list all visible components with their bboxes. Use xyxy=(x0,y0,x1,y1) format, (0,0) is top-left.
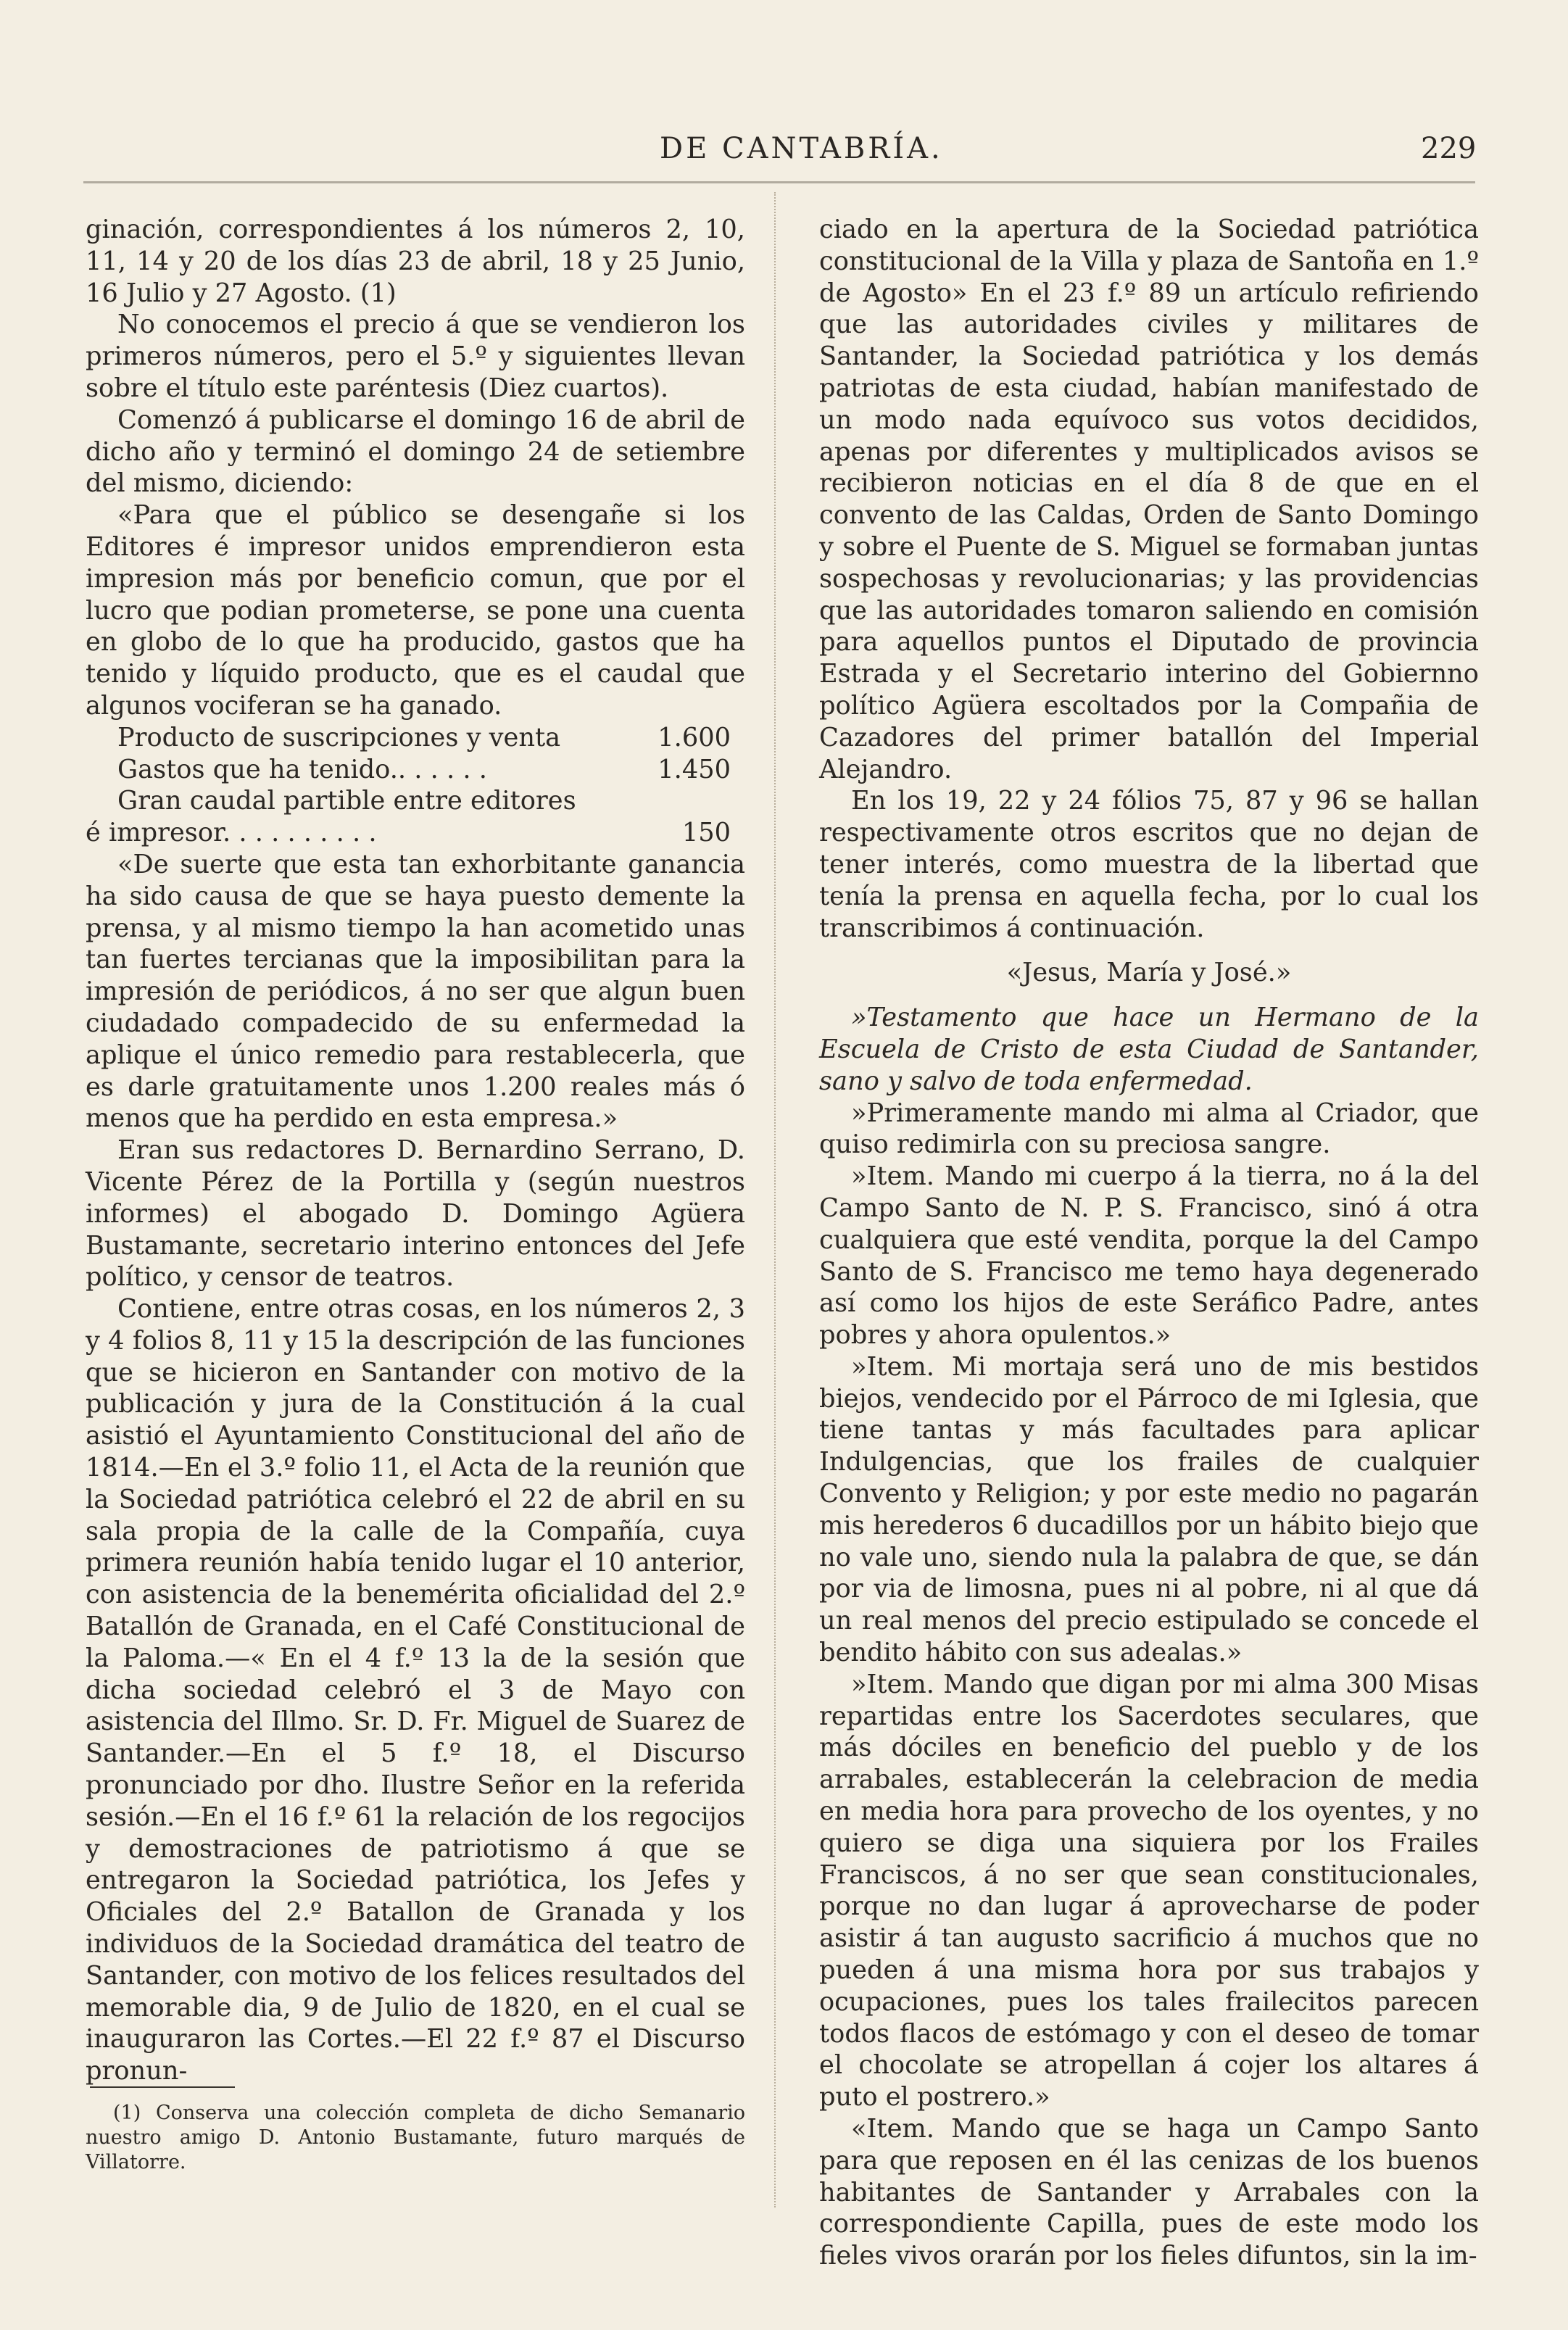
testament-title: »Testamento que hace un Hermano de la Escuela de Cristo de esta Ciudad de Santander, sano y salvo de toda enfermedad. xyxy=(819,1003,1479,1096)
account-label: Gran caudal partible entre editores xyxy=(117,786,576,816)
paragraph: «Para que el público se desengañe si los Editores é impresor unidos emprendieron esta impresion más por beneficio comun, que por el lucro que podian prometerse, se pone una cuenta en globo de lo que ha producido, gastos que ha tenido y líquido producto, que es el caudal que algunos vociferan se ha ganado. xyxy=(86,500,745,721)
paragraph: «Item. Mando que se haga un Campo Santo para que reposen en él las cenizas de los buenos habitantes de Santander y Arrabales con la correspondiente Capilla, pues de este modo los fieles vivos orarán por los fieles difuntos, sin la im- xyxy=(819,2114,1479,2271)
account-label: Producto de suscripciones y venta xyxy=(117,722,561,753)
paragraph: ciado en la apertura de la Sociedad patriótica constitucional de la Villa y plaza de Santoña en 1.º de Agosto» En el 23 f.º 89 un artículo refiriendo que las autoridades civiles y militares de Santander, la Sociedad patriótica y los demás patriotas de esta ciudad, habían manifestado de un modo nada equívoco sus votos decididos, apenas por diferentes y multiplicados avisos se recibieron noticias en el día 8 de que en el convento de las Caldas, Orden de Santo Domingo y sobre el Puente de S. Miguel se formaban juntas sospechosas y revolucionarias; y las providencias que las autoridades tomaron saliendo en comisión para aquellos puntos el Diputado de provincia Estrada y el Secretario interino del Gobiernno político Agüera escoltados por la Compañia de Cazadores del primer batallón del Imperial Alejandro. xyxy=(819,215,1479,784)
footnote-text: Conserva una colección completa de dicho Semanario nuestro amigo D. Antonio Bustamante, futuro marqués de Villatorre. xyxy=(86,2102,745,2173)
footnote-rule xyxy=(90,2086,235,2088)
footnote-number: (1) xyxy=(113,2102,141,2124)
account-row xyxy=(86,785,745,817)
account-value: 1.450 xyxy=(658,754,731,784)
paragraph: Comenzó á publicarse el domingo 16 de abril de dicho año y terminó el domingo 24 de setiembre del mismo, diciendo: xyxy=(86,405,745,499)
running-title: DE CANTABRÍA. xyxy=(660,132,943,165)
paragraph: En los 19, 22 y 24 fólios 75, 87 y 96 se hallan respectivamente otros escritos que no dejan de tener interés, como muestra de la libertad que tenía la prensa en aquella fecha, por lo cual los transcribimos á continuación. xyxy=(819,786,1479,943)
paragraph: ginación, correspondientes á los números 2, 10, 11, 14 y 20 de los días 23 de abril, 18 y 25 Junio, 16 Julio y 27 Agosto. (1) xyxy=(86,215,745,308)
account-row xyxy=(86,754,745,786)
account-label: Gastos que ha tenido.. . . . . . xyxy=(117,754,487,784)
paragraph: No conocemos el precio á que se vendieron los primeros números, pero el 5.º y siguientes llevan sobre el título este paréntesis (Diez cuartos). xyxy=(86,310,745,403)
right-column xyxy=(819,214,1479,2272)
paragraph: »Item. Mi mortaja será uno de mis bestidos biejos, vendecido por el Párroco de mi Iglesia, que tiene tantas y más facultades para aplicar Indulgencias, que los frailes de cualquier Convento y Religion; y por este medio no pagarán mis herederos 6 ducadillos por un hábito biejo que no vale uno, siendo nula la palabra de que, se dán por via de limosna, pues ni al pobre, ni al que dá un real menos del precio estipulado se concede el bendito hábito con sus adealas.» xyxy=(819,1351,1479,1668)
paragraph: »Primeramente mando mi alma al Criador, que quiso redimirla con su preciosa sangre. xyxy=(819,1098,1479,1160)
left-column xyxy=(86,214,745,2087)
paragraph: «De suerte que esta tan exhorbitante ganancia ha sido causa de que se haya puesto demente la prensa, y al mismo tiempo la han acometido unas tan fuertes tercianas que la imposibilitan para la impresión de periódicos, á no ser que algun buen ciudadado compadecido de su enfermedad la aplique el único remedio para restablecerla, que es darle gratuitamente unos 1.200 reales más ó menos que ha perdido en esta empresa.» xyxy=(86,849,745,1134)
account-table xyxy=(86,722,745,849)
account-row xyxy=(86,722,745,754)
paragraph: Eran sus redactores D. Bernardino Serrano, D. Vicente Pérez de la Portilla y (según nuestros informes) el abogado D. Domingo Agüera Bustamante, secretario interino entonces del Jefe político, y censor de teatros. xyxy=(86,1135,745,1293)
paragraph: Contiene, entre otras cosas, en los números 2, 3 y 4 folios 8, 11 y 15 la descripción de las funciones que se hicieron en Santander con motivo de la publicación y jura de la Constitución á la cual asistió el Ayuntamiento Constitucional del año de 1814.—En el 3.º folio 11, el Acta de la reunión que la Sociedad patriótica celebró el 22 de abril en su sala propia de la calle de la Compañía, cuya primera reunión había tenido lugar el 10 anterior, con asistencia de la benemérita oficialidad del 2.º Batallón de Granada, en el Café Constitucional de la Paloma.—« En el 4 f.º 13 la de la sesión que dicha sociedad celebró el 3 de Mayo con asistencia del Illmo. Sr. D. Fr. Miguel de Suarez de Santander.—En el 5 f.º 18, el Discurso pronunciado por dho. Ilustre Señor en la referida sesión.—En el 16 f.º 61 la relación de los regocijos y demostraciones de patriotismo á que se entregaron la Sociedad patriótica, los Jefes y Oficiales del 2.º Batallon de Granada y los individuos de la Sociedad dramática del teatro de Santander, con motivo de los felices resultados del memorable dia, 9 de Julio de 1820, en el cual se inauguraron las Cortes.—El 22 f.º 87 el Discurso pronun- xyxy=(86,1294,745,2086)
paragraph: »Item. Mando mi cuerpo á la tierra, no á la del Campo Santo de N. P. S. Francisco, sinó á otra cualquiera que esté vendita, porque la del Campo Santo de S. Francisco me temo haya degenerado así como los hijos de este Seráfico Padre, antes pobres y ahora opulentos.» xyxy=(819,1161,1479,1351)
account-value xyxy=(731,785,745,817)
invocation: «Jesus, María y José.» xyxy=(1006,958,1292,988)
account-value: 1.600 xyxy=(658,722,731,753)
column-divider xyxy=(774,192,776,2207)
footnote xyxy=(86,2101,745,2175)
header-rule xyxy=(83,181,1475,183)
account-row xyxy=(86,817,745,849)
page-header xyxy=(0,132,1568,175)
account-label: é impresor. . . . . . . . . . xyxy=(86,818,377,848)
account-value: 150 xyxy=(681,818,731,848)
paragraph: »Item. Mando que digan por mi alma 300 Misas repartidas entre los Sacerdotes seculares, que más dóciles en beneficio del pueblo y de los arrabales, establecerán la celebracion de media en media hora para provecho de los oyentes, y no quiero se diga una siquiera por los Frailes Franciscos, á no ser que sean constitucionales, porque no dan lugar á aprovecharse de poder asistir á tan augusto sacrificio á muchos que no pueden á una misma hora por sus trabajos y ocupaciones, pues los tales frailecitos parecen todos flacos de estómago y con el deseo de tomar el chocolate se atropellan á cojer los altares á puto el postrero.» xyxy=(819,1669,1479,2113)
page-number: 229 xyxy=(1421,132,1477,165)
